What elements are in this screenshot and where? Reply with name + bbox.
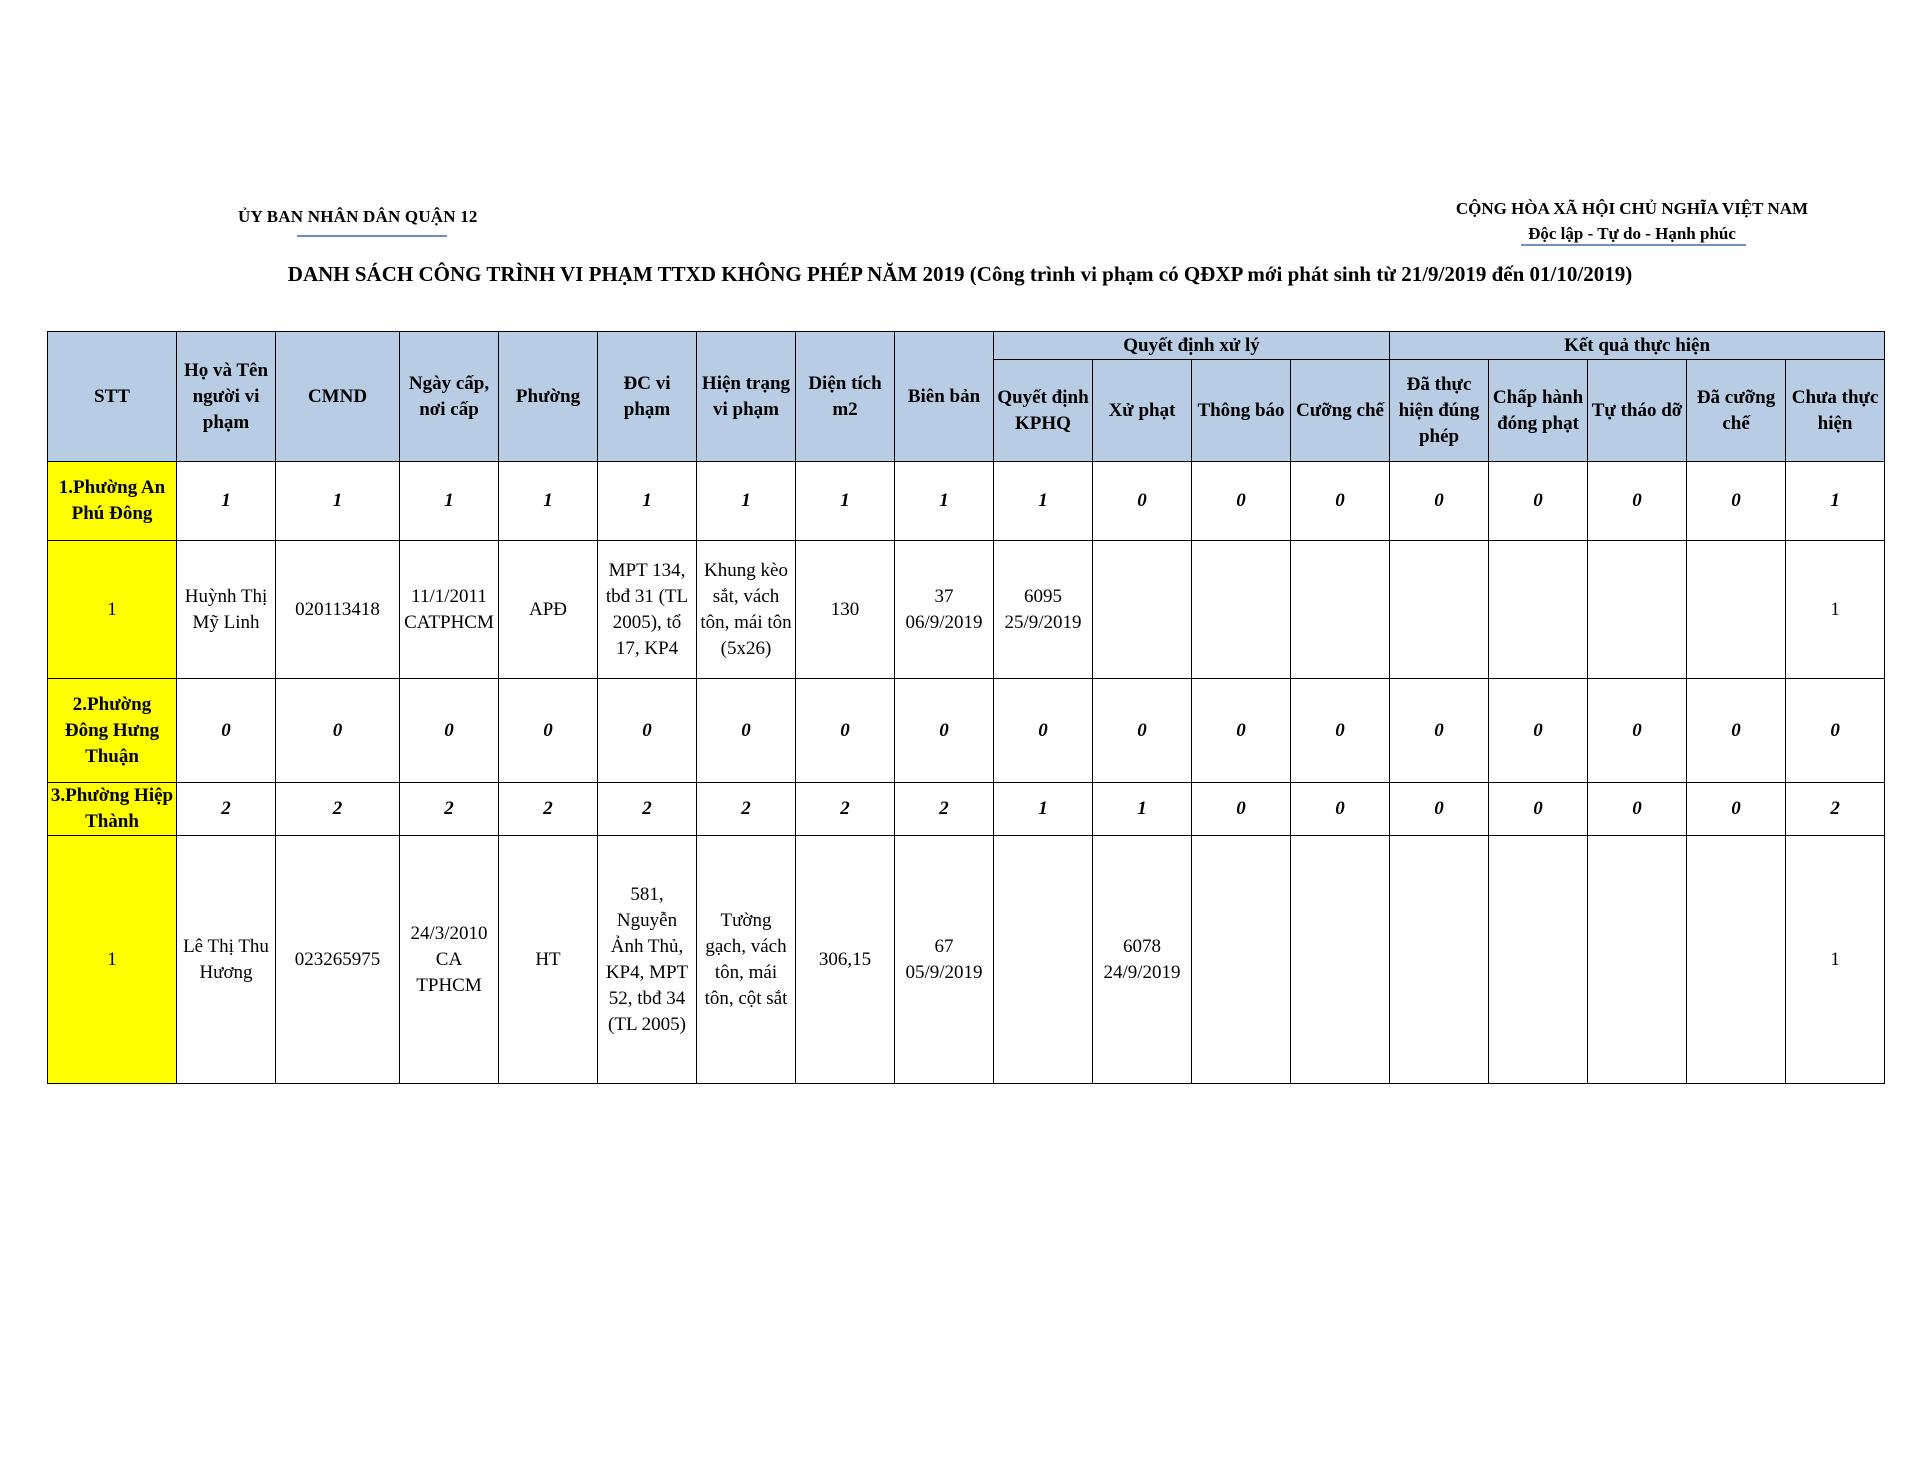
- table-cell: MPT 134, tbđ 31 (TL 2005), tổ 17, KP4: [598, 541, 697, 679]
- table-cell: 023265975: [276, 836, 400, 1084]
- table-cell: 2: [598, 783, 697, 836]
- table-cell: Khung kèo sắt, vách tôn, mái tôn (5x26): [697, 541, 796, 679]
- table-cell: 6078 24/9/2019: [1093, 836, 1192, 1084]
- group-header-result: Kết quả thực hiện: [1390, 332, 1885, 360]
- col-header: STT: [48, 332, 177, 462]
- table-cell: 0: [1687, 462, 1786, 541]
- table-cell: 0: [1390, 462, 1489, 541]
- table-cell: 1: [1786, 836, 1885, 1084]
- table-cell: [1390, 836, 1489, 1084]
- section-row: [48, 783, 1885, 836]
- country-name: CỘNG HÒA XÃ HỘI CHỦ NGHĨA VIỆT NAM: [1455, 199, 1809, 218]
- table-cell: 2: [177, 783, 276, 836]
- document-title: DANH SÁCH CÔNG TRÌNH VI PHẠM TTXD KHÔNG PHÉP NĂM 2019 (Công trình vi phạm có QĐXP mới phát sinh từ 21/9/2019 đến 01/10/2019): [287, 262, 1633, 286]
- table-body: [48, 462, 1885, 1084]
- col-header: CMND: [276, 332, 400, 462]
- table-cell: 0: [1291, 679, 1390, 783]
- table-cell: 1: [1786, 462, 1885, 541]
- col-header: Đã thực hiện đúng phép: [1390, 360, 1489, 462]
- table-cell: 1: [994, 783, 1093, 836]
- col-header: Tự tháo dỡ: [1588, 360, 1687, 462]
- col-header: Thông báo: [1192, 360, 1291, 462]
- table-cell: 306,15: [796, 836, 895, 1084]
- table-cell: [1291, 541, 1390, 679]
- agency-underline: [297, 235, 447, 237]
- table-cell: 2: [697, 783, 796, 836]
- table-cell: 1: [994, 462, 1093, 541]
- table-cell: Huỳnh Thị Mỹ Linh: [177, 541, 276, 679]
- table-cell: 2: [400, 783, 499, 836]
- motto-underline: [1521, 244, 1746, 246]
- table-cell: [994, 836, 1093, 1084]
- table-cell: 0: [400, 679, 499, 783]
- col-header: Hiện trạng vi phạm: [697, 332, 796, 462]
- table-cell: 0: [1489, 679, 1588, 783]
- table-cell: 0: [1192, 679, 1291, 783]
- table-cell: [1390, 541, 1489, 679]
- table-cell: 2: [276, 783, 400, 836]
- national-header: [1426, 196, 1838, 246]
- table-cell: 0: [1489, 783, 1588, 836]
- table-cell: 0: [1192, 462, 1291, 541]
- table-cell: 0: [1687, 679, 1786, 783]
- table-cell: [1093, 541, 1192, 679]
- table-cell: [1192, 541, 1291, 679]
- table-cell: 2: [1786, 783, 1885, 836]
- table-cell: 0: [1588, 462, 1687, 541]
- col-header: Phường: [499, 332, 598, 462]
- table-cell: 37 06/9/2019: [895, 541, 994, 679]
- table-cell: 0: [1291, 783, 1390, 836]
- table-cell: 67 05/9/2019: [895, 836, 994, 1084]
- table-cell: 581, Nguyễn Ảnh Thủ, KP4, MPT 52, tbđ 34 (TL 2005): [598, 836, 697, 1084]
- table-row: [48, 836, 1885, 1084]
- table-cell: 0: [1588, 679, 1687, 783]
- table-row: [48, 541, 1885, 679]
- table-cell: 6095 25/9/2019: [994, 541, 1093, 679]
- table-cell: APĐ: [499, 541, 598, 679]
- table-cell: 1: [598, 462, 697, 541]
- table-cell: 0: [796, 679, 895, 783]
- table-cell: 0: [994, 679, 1093, 783]
- section-label: 1.Phường An Phú Đông: [48, 462, 177, 541]
- table-cell: 1: [796, 462, 895, 541]
- table-cell: 0: [1489, 462, 1588, 541]
- table-cell: 24/3/2010 CA TPHCM: [400, 836, 499, 1084]
- table-cell: 0: [1093, 679, 1192, 783]
- section-row: [48, 462, 1885, 541]
- col-header: Cưỡng chế: [1291, 360, 1390, 462]
- table-cell: 0: [276, 679, 400, 783]
- table-cell: 2: [796, 783, 895, 836]
- table-cell: 1: [400, 462, 499, 541]
- col-header: Xử phạt: [1093, 360, 1192, 462]
- table-cell: 0: [1390, 783, 1489, 836]
- group-header-decision: Quyết định xử lý: [994, 332, 1390, 360]
- violation-table: [47, 331, 1885, 1084]
- table-cell: 11/1/2011 CATPHCM: [400, 541, 499, 679]
- table-cell: [1588, 836, 1687, 1084]
- table-cell: [1192, 836, 1291, 1084]
- table-cell: 0: [1588, 783, 1687, 836]
- col-header: Diện tích m2: [796, 332, 895, 462]
- section-row: [48, 679, 1885, 783]
- table-cell: 130: [796, 541, 895, 679]
- table-cell: [1291, 836, 1390, 1084]
- table-cell: 0: [598, 679, 697, 783]
- row-stt: 1: [48, 836, 177, 1084]
- table-cell: 0: [895, 679, 994, 783]
- table-cell: 1: [276, 462, 400, 541]
- table-cell: 1: [1786, 541, 1885, 679]
- table-cell: 0: [1786, 679, 1885, 783]
- table-cell: Lê Thị Thu Hương: [177, 836, 276, 1084]
- section-label: 3.Phường Hiệp Thành: [48, 783, 177, 836]
- table-cell: 1: [895, 462, 994, 541]
- col-header: Chấp hành đóng phạt: [1489, 360, 1588, 462]
- row-stt: 1: [48, 541, 177, 679]
- header-row-group: [48, 332, 1885, 360]
- table-cell: 2: [895, 783, 994, 836]
- col-header: Chưa thực hiện: [1786, 360, 1885, 462]
- table-cell: 020113418: [276, 541, 400, 679]
- table-cell: Tường gạch, vách tôn, mái tôn, cột sắt: [697, 836, 796, 1084]
- table-cell: [1489, 836, 1588, 1084]
- table-cell: 0: [1390, 679, 1489, 783]
- table-cell: HT: [499, 836, 598, 1084]
- table-cell: 1: [177, 462, 276, 541]
- col-header: Quyết định KPHQ: [994, 360, 1093, 462]
- table-cell: 0: [1192, 783, 1291, 836]
- col-header: Biên bản: [895, 332, 994, 462]
- table-cell: 1: [697, 462, 796, 541]
- col-header: Đã cưỡng chế: [1687, 360, 1786, 462]
- table-cell: 0: [499, 679, 598, 783]
- table-cell: [1687, 836, 1786, 1084]
- table-cell: [1489, 541, 1588, 679]
- col-header: Họ và Tên người vi phạm: [177, 332, 276, 462]
- section-label: 2.Phường Đông Hưng Thuận: [48, 679, 177, 783]
- table-cell: [1588, 541, 1687, 679]
- table-cell: 1: [499, 462, 598, 541]
- table-cell: 0: [697, 679, 796, 783]
- agency-name: ỦY BAN NHÂN DÂN QUẬN 12: [238, 207, 478, 226]
- table-cell: 0: [177, 679, 276, 783]
- national-motto: Độc lập - Tự do - Hạnh phúc: [1528, 224, 1736, 243]
- col-header: ĐC vi phạm: [598, 332, 697, 462]
- table-cell: 0: [1291, 462, 1390, 541]
- table-cell: [1687, 541, 1786, 679]
- table-cell: 0: [1093, 462, 1192, 541]
- col-header: Ngày cấp, nơi cấp: [400, 332, 499, 462]
- table-cell: 0: [1687, 783, 1786, 836]
- table-cell: 2: [499, 783, 598, 836]
- table-cell: 1: [1093, 783, 1192, 836]
